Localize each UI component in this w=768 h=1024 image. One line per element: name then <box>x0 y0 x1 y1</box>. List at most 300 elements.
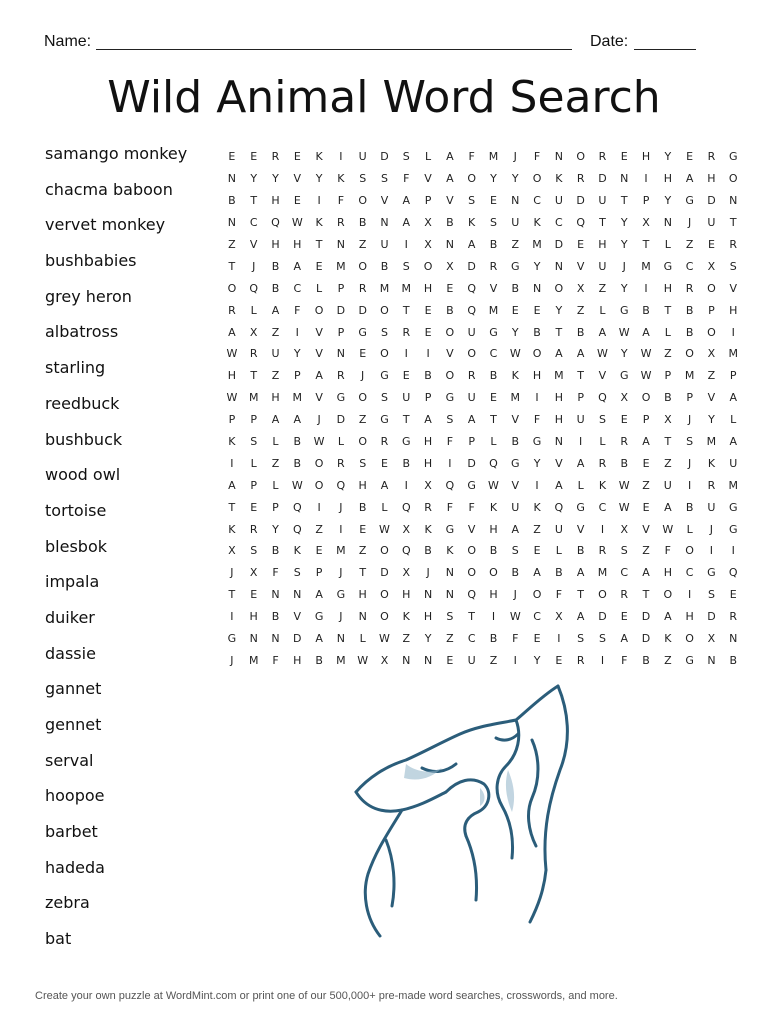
grid-letter[interactable]: Q <box>271 216 280 230</box>
grid-letter[interactable]: N <box>358 610 367 624</box>
grid-letter[interactable]: C <box>533 194 541 208</box>
grid-letter[interactable]: L <box>686 522 693 536</box>
grid-letter[interactable]: V <box>446 194 454 208</box>
grid-letter[interactable]: R <box>358 281 367 295</box>
grid-letter[interactable]: F <box>468 500 475 514</box>
grid-letter[interactable]: W <box>662 522 674 536</box>
grid-letter[interactable]: E <box>402 369 410 383</box>
grid-letter[interactable]: I <box>709 544 714 558</box>
grid-letter[interactable]: W <box>291 216 303 230</box>
grid-letter[interactable]: O <box>467 544 476 558</box>
grid-letter[interactable]: A <box>446 150 454 164</box>
grid-letter[interactable]: S <box>577 632 585 646</box>
grid-letter[interactable]: G <box>663 259 673 273</box>
grid-letter[interactable]: U <box>358 150 367 164</box>
grid-letter[interactable]: Z <box>358 238 367 251</box>
grid-letter[interactable]: K <box>228 522 236 536</box>
grid-letter[interactable]: J <box>361 369 365 383</box>
grid-letter[interactable]: B <box>271 259 280 273</box>
grid-letter[interactable]: C <box>685 566 694 580</box>
grid-letter[interactable]: I <box>600 522 605 536</box>
grid-letter[interactable]: M <box>336 544 346 558</box>
grid-letter[interactable]: G <box>336 588 346 602</box>
grid-letter[interactable]: B <box>685 325 694 339</box>
grid-letter[interactable]: T <box>402 303 410 317</box>
grid-letter[interactable]: H <box>663 566 672 580</box>
grid-letter[interactable]: Q <box>467 303 476 317</box>
grid-letter[interactable]: S <box>511 544 519 558</box>
grid-letter[interactable]: J <box>688 456 692 470</box>
grid-letter[interactable]: A <box>402 194 411 208</box>
grid-letter[interactable]: A <box>576 456 585 470</box>
grid-letter[interactable]: O <box>358 391 368 405</box>
grid-letter[interactable]: Y <box>620 347 628 361</box>
grid-letter[interactable]: N <box>445 238 454 251</box>
grid-letter[interactable]: O <box>467 566 476 580</box>
grid-letter[interactable]: R <box>489 259 498 273</box>
grid-letter[interactable]: D <box>467 259 476 273</box>
grid-letter[interactable]: O <box>380 303 389 317</box>
grid-letter[interactable]: L <box>425 150 432 164</box>
grid-letter[interactable]: M <box>728 347 738 361</box>
grid-letter[interactable]: S <box>402 150 410 164</box>
grid-letter[interactable]: B <box>446 303 454 317</box>
grid-letter[interactable]: O <box>423 259 433 273</box>
grid-letter[interactable]: G <box>619 303 629 317</box>
grid-letter[interactable]: X <box>402 566 411 580</box>
grid-letter[interactable]: N <box>663 216 672 230</box>
grid-letter[interactable]: G <box>685 194 694 208</box>
grid-letter[interactable]: W <box>379 522 390 536</box>
grid-letter[interactable]: L <box>359 632 366 646</box>
grid-letter[interactable]: W <box>379 632 390 646</box>
grid-letter[interactable]: X <box>424 238 432 251</box>
grid-letter[interactable]: H <box>271 391 280 405</box>
grid-letter[interactable]: F <box>337 194 345 208</box>
grid-letter[interactable]: N <box>554 435 563 449</box>
grid-letter[interactable]: E <box>620 150 628 164</box>
grid-letter[interactable]: H <box>423 281 433 295</box>
grid-letter[interactable]: B <box>642 653 650 667</box>
grid-letter[interactable]: R <box>249 522 258 536</box>
grid-letter[interactable]: I <box>731 544 735 558</box>
grid-letter[interactable]: L <box>577 478 584 492</box>
grid-letter[interactable]: Y <box>533 653 541 667</box>
grid-letter[interactable]: S <box>598 413 606 427</box>
grid-letter[interactable]: N <box>271 632 280 646</box>
grid-letter[interactable]: Y <box>272 522 279 536</box>
grid-letter[interactable]: Z <box>271 369 280 383</box>
grid-letter[interactable]: O <box>707 281 716 295</box>
grid-letter[interactable]: D <box>707 194 716 208</box>
grid-letter[interactable]: S <box>446 610 454 624</box>
grid-letter[interactable]: V <box>293 172 302 186</box>
grid-letter[interactable]: D <box>576 194 585 208</box>
grid-letter[interactable]: X <box>249 325 258 339</box>
grid-letter[interactable]: Z <box>685 238 694 251</box>
grid-letter[interactable]: O <box>641 391 651 405</box>
grid-letter[interactable]: R <box>402 325 411 339</box>
grid-letter[interactable]: V <box>380 194 389 208</box>
grid-letter[interactable]: P <box>293 369 301 383</box>
grid-letter[interactable]: Z <box>533 522 541 536</box>
grid-letter[interactable]: R <box>620 435 629 449</box>
grid-letter[interactable]: H <box>598 238 607 251</box>
grid-letter[interactable]: Z <box>315 522 323 536</box>
grid-letter[interactable]: E <box>533 544 541 558</box>
grid-letter[interactable]: G <box>728 522 738 536</box>
grid-letter[interactable]: A <box>664 500 672 514</box>
grid-letter[interactable]: G <box>489 325 498 339</box>
grid-letter[interactable]: L <box>316 281 323 295</box>
grid-letter[interactable]: W <box>640 347 652 361</box>
grid-letter[interactable]: K <box>533 216 541 230</box>
grid-letter[interactable]: X <box>402 522 411 536</box>
grid-letter[interactable]: B <box>533 325 541 339</box>
grid-letter[interactable]: P <box>686 391 693 405</box>
grid-letter[interactable]: I <box>579 435 583 449</box>
grid-letter[interactable]: Q <box>576 216 585 230</box>
grid-letter[interactable]: F <box>446 435 454 449</box>
grid-letter[interactable]: R <box>707 478 716 492</box>
grid-letter[interactable]: A <box>424 413 432 427</box>
grid-letter[interactable]: W <box>357 653 369 667</box>
grid-letter[interactable]: P <box>468 435 475 449</box>
grid-letter[interactable]: R <box>424 500 432 514</box>
grid-letter[interactable]: B <box>271 281 280 295</box>
grid-letter[interactable]: B <box>489 238 498 251</box>
grid-letter[interactable]: J <box>230 566 234 580</box>
grid-letter[interactable]: I <box>644 172 648 186</box>
grid-letter[interactable]: G <box>576 500 585 514</box>
grid-letter[interactable]: M <box>706 435 717 449</box>
grid-letter[interactable]: M <box>488 150 499 164</box>
grid-letter[interactable]: E <box>228 150 236 164</box>
grid-letter[interactable]: E <box>555 653 563 667</box>
grid-letter[interactable]: V <box>467 522 476 536</box>
grid-letter[interactable]: S <box>359 456 367 470</box>
grid-letter[interactable]: G <box>510 259 520 273</box>
grid-letter[interactable]: H <box>554 413 563 427</box>
grid-letter[interactable]: P <box>315 566 323 580</box>
grid-letter[interactable]: L <box>599 303 606 317</box>
grid-letter[interactable]: N <box>336 632 345 646</box>
grid-letter[interactable]: K <box>555 172 563 186</box>
grid-letter[interactable]: B <box>424 369 432 383</box>
grid-letter[interactable]: R <box>337 216 345 230</box>
grid-letter[interactable]: N <box>402 653 411 667</box>
grid-letter[interactable]: L <box>250 303 257 317</box>
grid-letter[interactable]: D <box>554 238 564 251</box>
grid-letter[interactable]: F <box>664 544 671 558</box>
grid-letter[interactable]: O <box>380 588 389 602</box>
grid-letter[interactable]: H <box>423 456 433 470</box>
grid-letter[interactable]: Q <box>249 281 259 295</box>
grid-letter[interactable]: M <box>336 653 346 667</box>
grid-letter[interactable]: B <box>489 544 498 558</box>
grid-letter[interactable]: O <box>707 325 716 339</box>
grid-letter[interactable]: Y <box>533 259 541 273</box>
grid-letter[interactable]: E <box>424 303 432 317</box>
grid-letter[interactable]: Y <box>293 347 301 361</box>
grid-letter[interactable]: E <box>424 325 432 339</box>
grid-letter[interactable]: A <box>467 413 476 427</box>
grid-letter[interactable]: P <box>577 391 584 405</box>
grid-letter[interactable]: R <box>598 150 607 164</box>
grid-letter[interactable]: O <box>554 281 564 295</box>
grid-letter[interactable]: Y <box>490 172 497 186</box>
grid-letter[interactable]: H <box>663 281 672 295</box>
grid-letter[interactable]: D <box>293 632 302 646</box>
grid-letter[interactable]: H <box>729 303 738 317</box>
grid-letter[interactable]: K <box>315 216 323 230</box>
grid-letter[interactable]: G <box>336 391 346 405</box>
grid-letter[interactable]: K <box>664 632 672 646</box>
grid-letter[interactable]: O <box>314 456 324 470</box>
grid-letter[interactable]: D <box>336 413 346 427</box>
grid-letter[interactable]: N <box>380 216 389 230</box>
grid-letter[interactable]: Y <box>511 325 519 339</box>
grid-letter[interactable]: I <box>688 588 692 602</box>
grid-letter[interactable]: W <box>226 391 238 405</box>
grid-letter[interactable]: K <box>293 544 301 558</box>
grid-letter[interactable]: A <box>533 566 541 580</box>
grid-letter[interactable]: E <box>686 150 694 164</box>
grid-letter[interactable]: Z <box>664 456 672 470</box>
grid-letter[interactable]: A <box>664 610 672 624</box>
grid-letter[interactable]: W <box>313 435 325 449</box>
grid-letter[interactable]: K <box>424 522 432 536</box>
grid-letter[interactable]: P <box>729 369 737 383</box>
grid-letter[interactable]: E <box>533 632 541 646</box>
grid-letter[interactable]: O <box>532 588 542 602</box>
grid-letter[interactable]: Z <box>489 653 498 667</box>
grid-letter[interactable]: A <box>271 413 280 427</box>
grid-letter[interactable]: X <box>249 566 258 580</box>
grid-letter[interactable]: P <box>664 369 672 383</box>
grid-letter[interactable]: B <box>620 456 629 470</box>
grid-letter[interactable]: V <box>598 369 607 383</box>
grid-letter[interactable]: Z <box>271 456 280 470</box>
grid-letter[interactable]: E <box>620 413 628 427</box>
grid-letter[interactable]: Z <box>707 369 716 383</box>
grid-letter[interactable]: R <box>685 281 694 295</box>
grid-letter[interactable]: B <box>685 500 694 514</box>
grid-letter[interactable]: C <box>467 632 476 646</box>
grid-letter[interactable]: W <box>291 478 303 492</box>
grid-letter[interactable]: Y <box>620 216 628 230</box>
grid-letter[interactable]: M <box>248 653 259 667</box>
grid-letter[interactable]: H <box>489 522 498 536</box>
grid-letter[interactable]: I <box>535 478 539 492</box>
grid-letter[interactable]: N <box>554 150 563 164</box>
grid-letter[interactable]: O <box>380 347 389 361</box>
grid-letter[interactable]: P <box>708 303 715 317</box>
grid-letter[interactable]: G <box>728 150 738 164</box>
grid-letter[interactable]: K <box>489 500 498 514</box>
grid-letter[interactable]: F <box>621 653 628 667</box>
grid-letter[interactable]: I <box>557 632 561 646</box>
grid-letter[interactable]: K <box>315 150 323 164</box>
grid-letter[interactable]: I <box>317 500 321 514</box>
grid-letter[interactable]: Q <box>598 391 607 405</box>
grid-letter[interactable]: E <box>489 391 497 405</box>
grid-letter[interactable]: W <box>618 325 630 339</box>
grid-letter[interactable]: I <box>295 325 299 339</box>
grid-letter[interactable]: N <box>336 238 345 251</box>
grid-letter[interactable]: Z <box>664 653 672 667</box>
grid-letter[interactable]: D <box>336 303 346 317</box>
grid-letter[interactable]: S <box>380 325 388 339</box>
grid-letter[interactable]: O <box>380 544 389 558</box>
grid-letter[interactable]: B <box>576 325 585 339</box>
grid-letter[interactable]: O <box>380 610 389 624</box>
grid-letter[interactable]: A <box>555 347 563 361</box>
grid-letter[interactable]: T <box>620 194 628 208</box>
grid-letter[interactable]: L <box>272 478 279 492</box>
grid-letter[interactable]: D <box>641 632 651 646</box>
grid-letter[interactable]: X <box>228 544 236 558</box>
grid-letter[interactable]: L <box>555 544 562 558</box>
grid-letter[interactable]: K <box>228 435 236 449</box>
grid-letter[interactable]: K <box>598 478 607 492</box>
grid-letter[interactable]: Z <box>642 544 650 558</box>
grid-letter[interactable]: F <box>533 413 541 427</box>
grid-letter[interactable]: V <box>315 391 323 405</box>
grid-letter[interactable]: Z <box>664 347 672 361</box>
grid-letter[interactable]: B <box>511 566 520 580</box>
grid-letter[interactable]: E <box>620 610 628 624</box>
grid-letter[interactable]: F <box>533 150 541 164</box>
grid-letter[interactable]: Y <box>664 194 672 208</box>
grid-letter[interactable]: M <box>401 281 412 295</box>
grid-letter[interactable]: I <box>513 653 517 667</box>
grid-letter[interactable]: J <box>339 610 343 624</box>
grid-letter[interactable]: S <box>402 259 410 273</box>
grid-letter[interactable]: B <box>424 544 432 558</box>
grid-letter[interactable]: G <box>358 325 367 339</box>
grid-letter[interactable]: E <box>489 194 497 208</box>
grid-letter[interactable]: A <box>271 303 280 317</box>
grid-letter[interactable]: M <box>532 238 542 251</box>
grid-letter[interactable]: F <box>555 588 563 602</box>
grid-letter[interactable]: G <box>380 369 389 383</box>
grid-letter[interactable]: L <box>381 500 388 514</box>
grid-letter[interactable]: S <box>729 259 737 273</box>
grid-letter[interactable]: T <box>577 588 585 602</box>
grid-letter[interactable]: T <box>468 610 476 624</box>
grid-letter[interactable]: G <box>707 566 716 580</box>
grid-letter[interactable]: P <box>250 478 258 492</box>
grid-letter[interactable]: U <box>707 216 716 230</box>
grid-letter[interactable]: T <box>642 588 650 602</box>
grid-letter[interactable]: N <box>707 653 716 667</box>
grid-letter[interactable]: S <box>250 544 258 558</box>
grid-letter[interactable]: R <box>598 544 607 558</box>
grid-letter[interactable]: W <box>640 369 652 383</box>
grid-letter[interactable]: N <box>227 172 237 186</box>
grid-letter[interactable]: T <box>315 238 323 251</box>
grid-letter[interactable]: P <box>642 413 650 427</box>
grid-letter[interactable]: F <box>512 632 519 646</box>
grid-letter[interactable]: O <box>467 347 476 361</box>
grid-letter[interactable]: X <box>664 413 672 427</box>
grid-letter[interactable]: B <box>511 435 520 449</box>
grid-letter[interactable]: X <box>446 259 454 273</box>
grid-letter[interactable]: I <box>448 456 452 470</box>
grid-letter[interactable]: U <box>598 194 607 208</box>
grid-letter[interactable]: V <box>446 347 454 361</box>
grid-letter[interactable]: O <box>532 172 542 186</box>
grid-letter[interactable]: O <box>358 259 368 273</box>
grid-letter[interactable]: Z <box>446 632 454 646</box>
grid-letter[interactable]: W <box>509 610 521 624</box>
grid-letter[interactable]: R <box>271 150 280 164</box>
grid-letter[interactable]: R <box>467 369 476 383</box>
grid-letter[interactable]: B <box>358 500 367 514</box>
grid-letter[interactable]: Q <box>292 500 302 514</box>
grid-letter[interactable]: O <box>358 435 368 449</box>
grid-letter[interactable]: O <box>598 588 607 602</box>
grid-letter[interactable]: S <box>250 435 258 449</box>
grid-letter[interactable]: N <box>620 172 629 186</box>
grid-letter[interactable]: B <box>489 632 498 646</box>
grid-letter[interactable]: U <box>511 216 520 230</box>
grid-letter[interactable]: R <box>249 347 258 361</box>
grid-letter[interactable]: Z <box>402 632 411 646</box>
grid-letter[interactable]: M <box>554 369 564 383</box>
grid-letter[interactable]: V <box>729 281 737 295</box>
grid-letter[interactable]: L <box>599 435 606 449</box>
grid-letter[interactable]: Q <box>554 500 564 514</box>
grid-letter[interactable]: H <box>402 588 411 602</box>
grid-letter[interactable]: N <box>249 632 258 646</box>
grid-letter[interactable]: J <box>317 413 321 427</box>
grid-letter[interactable]: B <box>228 194 236 208</box>
grid-letter[interactable]: D <box>380 566 389 580</box>
grid-letter[interactable]: Q <box>467 281 476 295</box>
grid-letter[interactable]: H <box>663 172 672 186</box>
grid-letter[interactable]: M <box>510 391 520 405</box>
grid-letter[interactable]: A <box>576 566 585 580</box>
grid-letter[interactable]: W <box>509 347 521 361</box>
grid-letter[interactable]: I <box>491 610 496 624</box>
grid-letter[interactable]: B <box>664 391 672 405</box>
grid-letter[interactable]: F <box>403 172 410 186</box>
grid-letter[interactable]: U <box>380 238 389 251</box>
grid-letter[interactable]: R <box>337 369 345 383</box>
grid-letter[interactable]: T <box>359 566 367 580</box>
grid-letter[interactable]: G <box>227 632 237 646</box>
grid-letter[interactable]: B <box>271 610 280 624</box>
grid-letter[interactable]: S <box>359 172 367 186</box>
grid-letter[interactable]: B <box>293 435 302 449</box>
grid-letter[interactable]: D <box>707 610 716 624</box>
grid-letter[interactable]: I <box>600 653 605 667</box>
grid-letter[interactable]: K <box>402 610 410 624</box>
grid-letter[interactable]: E <box>250 588 258 602</box>
grid-letter[interactable]: E <box>359 522 367 536</box>
grid-letter[interactable]: H <box>423 610 433 624</box>
grid-letter[interactable]: A <box>315 632 323 646</box>
grid-letter[interactable]: I <box>688 478 692 492</box>
grid-letter[interactable]: D <box>598 172 607 186</box>
grid-letter[interactable]: X <box>620 391 629 405</box>
grid-letter[interactable]: J <box>513 150 517 164</box>
grid-letter[interactable]: Z <box>271 325 280 339</box>
grid-letter[interactable]: O <box>314 478 324 492</box>
grid-letter[interactable]: S <box>620 544 628 558</box>
